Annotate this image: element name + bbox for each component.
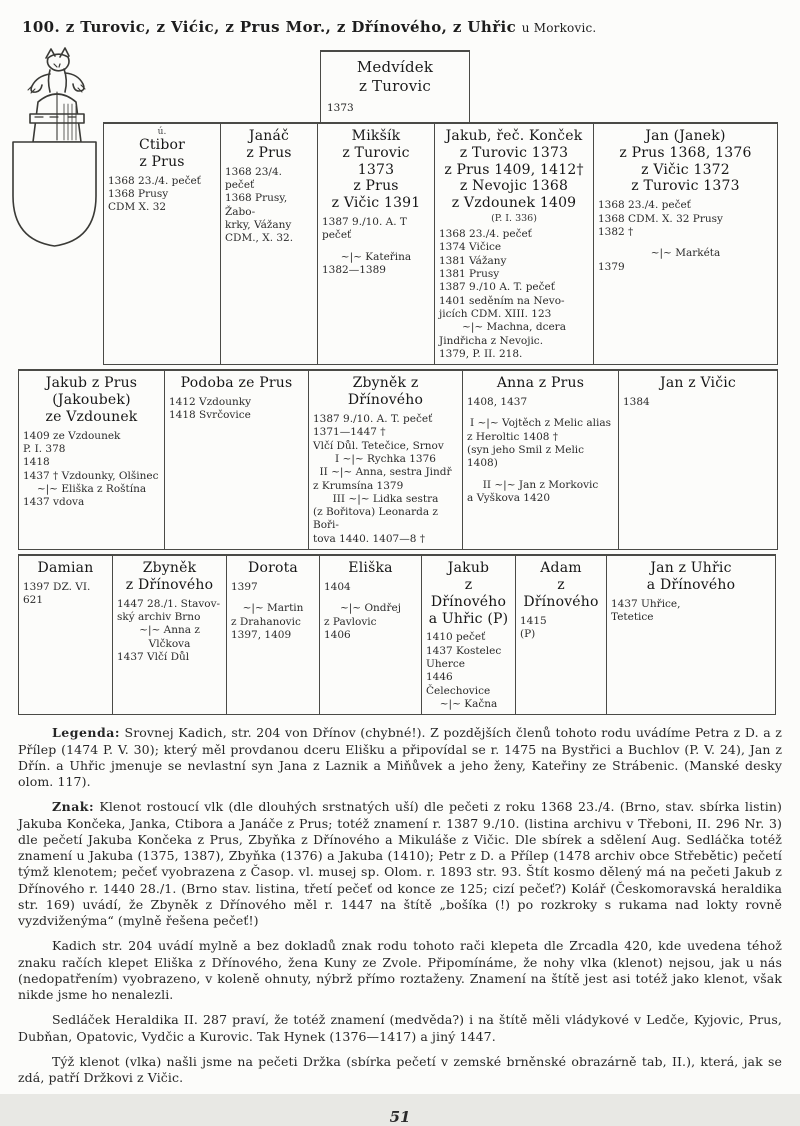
person-details: 1368 23./4. pečeť 1368 CDM. X. 32 Prusy 1382 † ~|~ Markéta 1379 — [598, 199, 723, 273]
person-details: 1437 Uhřice, Tetetice — [611, 597, 681, 624]
person-name: Medvídek — [356, 58, 434, 76]
person-details: 1415 (P) — [520, 614, 547, 640]
person-box — [421, 554, 516, 715]
paragraph: Kadich str. 204 uvádí mylně a bez dokladů znak rodu tohoto rači klepeta dle Zrcadla 420, kde uvedena téhož znaku račích klepet Eliška z Dřínového, žena Kuny ze Zvole. Připomínáme, že nohy vlka (klenot) nejsou, jak u nás (nedopatřením) vyobrazeno, v koleně ohnuty, nýbrž přímo roztaženy. Znamení na štítě jest asi totéž jako klenot, však nikde jsme ho nenalezli. — [18, 938, 782, 1003]
person-details: 1387 9./10. A. T. pečeť 1371—1447 † Vlčí Důl. Tetečice, Srnov I ~|~ Rychka 1376 II ~|~ Anna, sestra Jindř z Krumsína 1379 III ~|~ Lidka sestra (z Bořitova) Leonarda z Boři- tova 1440. 1407—8 † — [313, 412, 452, 545]
entry-number: 100. — [22, 18, 61, 36]
person-box — [317, 122, 435, 365]
person-name: Jakub z Prus (Jakoubek) ze Vzdounek — [45, 375, 138, 425]
person-box — [593, 122, 778, 365]
person-name: Podoba ze Prus — [180, 375, 293, 392]
person-name: Anna z Prus — [496, 375, 585, 392]
person-details: 1409 ze Vzdounek P. I. 378 1418 1437 † Vzdounky, Olšinec ~|~ Eliška z Roštína 1437 vdova — [23, 429, 159, 509]
person-reference: (P. I. 336) — [491, 212, 537, 224]
entry-title: z Turovic, z Vićic, z Prus Mor., z Dřínového, z Uhřic — [65, 18, 517, 36]
paragraph: Legenda: Srovnej Kadich, str. 204 von Dřínov (chybné!). Z pozdějších členů tohoto rodu uvádíme Petra z D. a z Přílep (1474 P. V. 30); který měl provdanou dceru Elišku a připovídal se r. 1475 na Bystřici a Buchlov (P. V. 24), Jan z Dřín. a Uhřic jmenuje se nevlastní syn Jana z Laznik a Miňůvek a jeho ženy, Kateřiny ze Strábenic. (Manské desky olom. 117). — [18, 725, 782, 790]
person-box — [606, 554, 776, 715]
person-details: 1368 23./4. pečeť 1374 Vičice 1381 Vážany 1381 Prusy 1387 9./10 A. T. pečeť 1401 seděním na Nevo- jicích CDM. XIII. 123 ~|~ Machna, dcera Jindřicha z Nevojic. 1379, P. II. 218. — [439, 227, 566, 360]
paragraph-lead: Legenda: — [52, 725, 120, 741]
person-name: Jan (Janek) z Prus 1368, 1376 z Vičic 1372 z Turovic 1373 — [619, 128, 752, 195]
person-name: Dorota — [248, 560, 298, 577]
person-name: Damian — [37, 560, 94, 577]
person-details: 1368 23/4. pečeť 1368 Prusy, Žabo- krky, Vážany CDM., X. 32. — [225, 165, 294, 245]
person-box-medvidek — [320, 50, 470, 122]
person-name: Janáč z Prus — [246, 128, 292, 161]
person-details: 1447 28./1. Stavov- ský archiv Brno ~|~ Anna z Vlčkova 1437 Vlčí Důl — [117, 597, 221, 664]
person-details: 1410 pečeť 1437 Kostelec Uherce 1446 Čelechovice ~|~ Kačna — [426, 631, 502, 710]
person-name: Eliška — [348, 560, 393, 577]
person-name: Mikšík z Turovic 1373 z Prus z Vičic 1391 — [331, 128, 421, 212]
person-name: Jan z Uhřic a Dřínového — [646, 560, 736, 593]
person-details: 1404 ~|~ Ondřej z Pavlovic 1406 — [324, 580, 402, 641]
person-details: 1408, 1437 I ~|~ Vojtěch z Melic alias z Heroltic 1408 † (syn jeho Smil z Melic 1408) II ~|~ Jan z Morkovic a Vyškova 1420 — [467, 396, 611, 505]
person-details: 1368 23./4. pečeť 1368 Prusy CDM X. 32 — [108, 174, 201, 214]
arms-spacer — [18, 122, 103, 365]
chart-row-3 — [18, 554, 782, 715]
person-box — [18, 554, 113, 715]
paragraph-lead: Znak: — [52, 799, 95, 815]
person-name: Jakub, řeč. Konček z Turovic 1373 z Prus 1409, 1412† z Nevojic 1368 z Vzdounek 1409 — [444, 128, 584, 212]
person-details: 1387 9./10. A. T pečeť ~|~ Kateřina 1382—1389 — [322, 215, 412, 276]
person-name: Zbyněk z Dřínového — [347, 375, 424, 409]
person-box — [220, 122, 318, 365]
person-name: Zbyněk z Dřínového — [125, 560, 214, 593]
person-details: 1412 Vzdounky 1418 Svrčovice — [169, 396, 252, 422]
person-box — [164, 369, 309, 550]
person-box — [226, 554, 320, 715]
person-details: 1397 DZ. VI. 621 — [23, 580, 91, 607]
person-name: Jan z Vičic — [660, 375, 736, 392]
chart-row-2 — [18, 369, 782, 550]
genealogy-chart — [18, 50, 782, 715]
page-title — [22, 18, 782, 36]
footnote-mark: ú. — [157, 127, 167, 137]
person-box — [618, 369, 778, 550]
person-date: 1373 — [327, 101, 354, 114]
page-number: 51 — [389, 1108, 411, 1126]
person-box — [103, 122, 221, 365]
person-name: Jakub z Dřínového a Uhřic (P) — [428, 560, 509, 627]
person-box — [434, 122, 594, 365]
person-box — [18, 369, 165, 550]
person-name: Ctibor z Prus — [138, 137, 186, 170]
person-details: 1397 ~|~ Martin z Drahanovic 1397, 1409 — [231, 580, 304, 641]
paragraph: Týž klenot (vlka) našli jsme na pečeti Držka (sbírka pečetí v zemské brněnské obrazárně tab, II.), která, jak se zdá, patří Držkovi z Vičic. — [18, 1053, 782, 1086]
person-details: 1384 — [623, 396, 650, 409]
chart-row-1 — [18, 122, 782, 365]
person-box — [112, 554, 227, 715]
person-name: z Turovic — [358, 76, 431, 95]
person-name: Adam z Dřínového — [523, 560, 599, 610]
person-box — [308, 369, 463, 550]
legend-paragraphs — [18, 725, 782, 1086]
entry-title-suffix: u Morkovic. — [521, 21, 597, 35]
person-box — [319, 554, 422, 715]
paragraph: Znak: Klenot rostoucí vlk (dle dlouhých srstnatých uší) dle pečeti z roku 1368 23./4. (Brno, stav. sbírka listin) Jakuba Končeka, Janka, Ctibora a Janáče z Prus; totéž znamení r. 1387 9./10. (listina archivu v Třeboni, II. 296 Nr. 3) dle pečetí Jakuba Končeka z Prus, Zbyňka z Dřínového a Mikuláše z Vičic. Dle sbírek a sdělení Aug. Sedláčka totéž znamení u Jakuba (1375, 1387), Zbyňka (1376) a Jakuba (1410); Petr z D. a Přílep (1478 archiv obce Střebětic) pečetí týmž klenotem; pečeť vyobrazena z Časop. vl. musej sp. Olom. r. 1893 str. 93. Štít kosmo dělený má na pečeti Jakub z Dřínového r. 1440 28./1. (Brno stav. listina, třetí pečeť od konce ze 125; cizí pečeť?) Kolář (Českomoravská heraldika str. 169) uvádí, že Zbyněk z Dřínového měl r. 1447 na štítě „bošíka (!) po rozkroky s rukama nad lokty rovně vyzdviženýma“ (mylně řešena pečeť!) — [18, 799, 782, 929]
person-box — [515, 554, 607, 715]
person-box — [462, 369, 619, 550]
paragraph: Sedláček Heraldika II. 287 praví, že totéž znamení (medvěda?) i na štítě měli vládykové v Ledče, Kyjovic, Prus, Dubňan, Opatovic, Vydčic a Kurovic. Tak Hynek (1376—1417) a jiný 1447. — [18, 1012, 782, 1044]
